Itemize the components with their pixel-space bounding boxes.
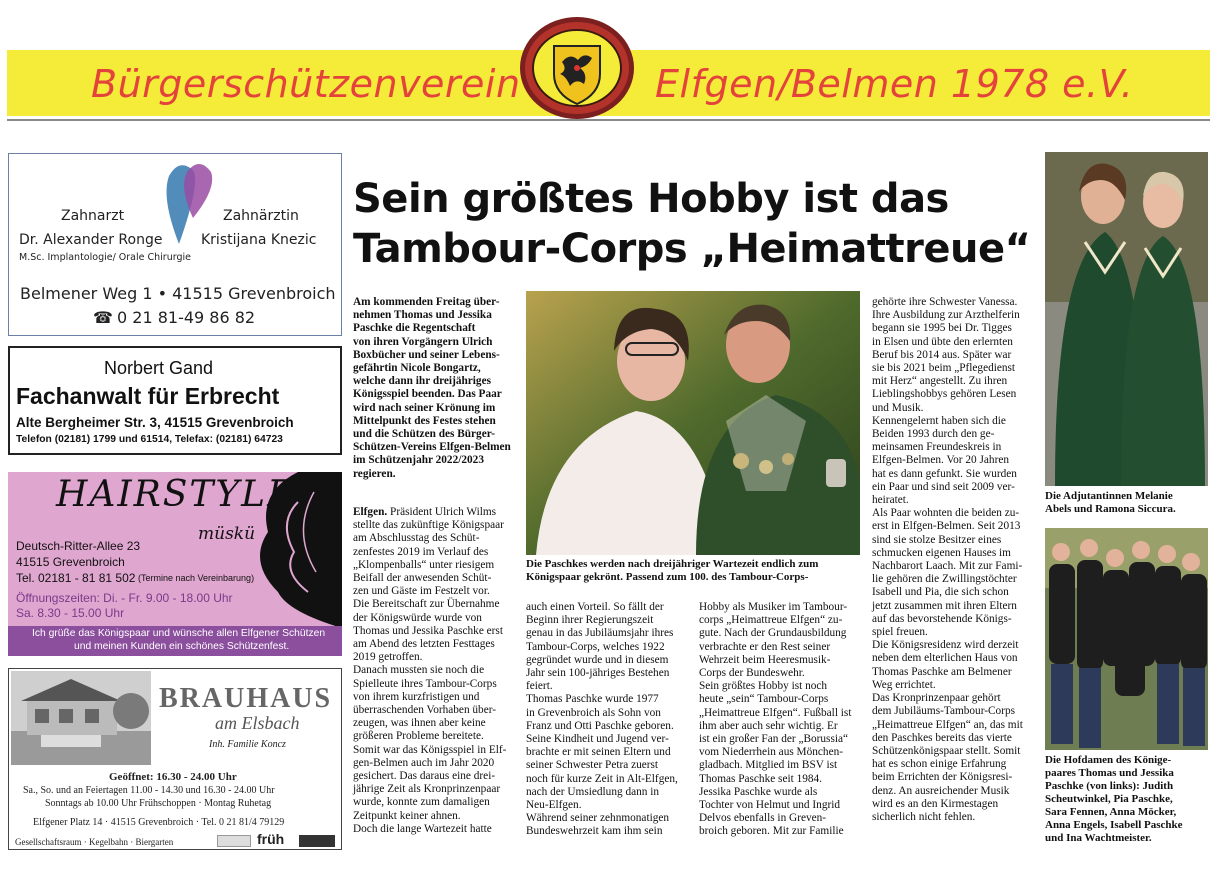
hairstyle-ad xyxy=(8,472,342,656)
text-line: ist ein großer Fan der „Borussia“ xyxy=(699,733,849,746)
text-line: Beiden 1993 durch den ge- xyxy=(872,428,995,441)
text-line: Mittelpunkt des Festes stehen xyxy=(353,414,496,427)
text-line: Bundeswehrzeit kam ihm sein xyxy=(526,825,663,838)
text-line: auf das bevorstehende Königs- xyxy=(872,612,1012,625)
text-line: spiel freuen. xyxy=(872,626,928,639)
text-line: überraschenden Vorhaben über- xyxy=(353,704,497,717)
brauhaus-logo-sub: am Elsbach xyxy=(215,713,300,733)
text-line: Zeitpunkt keiner ahnen. xyxy=(353,809,461,822)
text-line: zeugen, was ihnen aber keine xyxy=(353,717,486,730)
text-line: Boxbücher und seiner Lebens- xyxy=(353,348,500,361)
text-line: „Heimattreue Elfgen“. Fußball ist xyxy=(699,706,852,719)
text-line: Seine Kindheit und Jugend ver- xyxy=(526,733,669,746)
text-line: gen-Belmen auch im Jahr 2020 xyxy=(353,756,495,769)
text-line: wurde, konnte zum damaligen xyxy=(353,796,490,809)
text-line: neben dem elterlichen Haus von xyxy=(872,652,1018,665)
text-line: Kennengelernt haben sich die xyxy=(872,414,1006,427)
text-line: Somit war das Königsspiel in Elf- xyxy=(353,743,507,756)
text-line: noch für kurze Zeit in Alt-Elfgen, xyxy=(526,772,678,785)
brauhaus-ad xyxy=(8,668,342,850)
dentist-ad xyxy=(8,153,342,336)
text-line: heute „sein“ Tambour-Corps xyxy=(699,693,829,706)
text-line: von ihrem kurzfristigen und xyxy=(353,690,480,703)
lawyer-phone: Telefon (02181) 1799 und 61514, Telefax: (02181) 64723 xyxy=(16,434,283,445)
brauhaus-address: Elfgener Platz 14 · 41515 Grevenbroich · Tel. 0 21 81/4 79129 xyxy=(33,817,285,828)
text-line: „Klompenballs“ unter riesigem xyxy=(353,558,495,571)
hairstyle-street: Deutsch-Ritter-Allee 23 xyxy=(16,539,141,553)
text-line: im Schützenjahr 2022/2023 xyxy=(353,454,484,467)
text-line: erst in Elfgen-Belmen. Seit 2013 xyxy=(872,520,1021,533)
masthead-title-left: Bürgerschützenverein xyxy=(91,62,521,106)
text-line: Beruf bis 2014 aus. Später war xyxy=(872,348,1012,361)
text-line: dem Jubiläums-Tambour-Corps xyxy=(872,705,1015,718)
dentist-right-title: Zahnärztin xyxy=(223,208,299,224)
text-line: Am kommenden Freitag über- xyxy=(353,296,500,308)
text-line: genau in das Jubiläumsjahr ihres xyxy=(526,627,674,640)
court-ladies-photo xyxy=(1045,528,1208,750)
text-line: in Grevenbroich als Sohn von xyxy=(526,706,661,719)
text-line: broich geboren. Mit zur Familie xyxy=(699,825,844,838)
text-line: Thomas und Jessika Paschke erst xyxy=(353,624,503,637)
text-line: mit Herz“ angestellt. Zu ihren xyxy=(872,375,1008,388)
text-line: Tambour-Corps, welches 1922 xyxy=(526,640,665,653)
lawyer-name: Norbert Gand xyxy=(104,358,214,378)
hairstyle-greeting-bar xyxy=(8,626,342,656)
text-line: nehmen Thomas und Jessika xyxy=(353,309,492,322)
text-line: gehörte ihre Schwester Vanessa. xyxy=(872,296,1018,308)
text-line: seiner Schwester Petra zuerst xyxy=(526,759,659,772)
text-line: Tochter von Helmut und Ingrid xyxy=(699,799,841,812)
headline-line-2: Tambour-Corps „Heimattreue“ xyxy=(353,226,1031,272)
text-line: Jahr sein 100-jähriges Bestehen xyxy=(526,667,670,680)
text-line: Neu-Elfgen. xyxy=(526,799,582,812)
brauhaus-logo-badge-1 xyxy=(217,835,251,847)
text-line: nach der Umsiedlung dann in xyxy=(526,785,660,798)
text-line: Franz und Otti Paschke geboren. xyxy=(526,719,674,732)
hairstyle-logo-sub: müskü xyxy=(198,524,256,544)
lawyer-address: Alte Bergheimer Str. 3, 41515 Grevenbroich xyxy=(16,415,294,430)
text-line: in Elsen und übte den erlernten xyxy=(872,335,1013,348)
text-line: 2019 getroffen. xyxy=(353,651,423,664)
headline-line-1: Sein größtes Hobby ist das xyxy=(353,176,949,222)
text-line: gesichert. Das daraus eine drei- xyxy=(353,770,496,783)
lawyer-title: Fachanwalt für Erbrecht xyxy=(16,383,280,409)
hairstyle-greeting-2: und meinen Kunden ein schönes Schützenfest. xyxy=(74,641,290,652)
text-line: von ihren Vorgängern Ulrich xyxy=(353,335,493,348)
hairstyle-logo: HAIRSTYLE xyxy=(56,474,296,515)
text-line: gladbach. Mitglied im BSV ist xyxy=(699,759,838,772)
text-line: feiert. xyxy=(526,680,553,693)
article-column-3 xyxy=(699,601,851,839)
adjutants-caption: Die Adjutantinnen Melanie Abels und Ramona Siccura. xyxy=(1045,490,1176,515)
text-line: Elfgen-Belmen. Vor 20 Jahren xyxy=(872,454,1009,467)
frueh-logo: früh xyxy=(257,831,285,847)
text-line: Paschke die Regentschaft xyxy=(353,322,476,335)
text-line: vom Niederrhein aus Mönchen- xyxy=(699,746,843,759)
text-line: ein Paar und sind seit 2009 ver- xyxy=(872,480,1015,493)
text-line: Sein größtes Hobby ist noch xyxy=(699,680,828,693)
text-line: sind sie stolze Besitzer eines xyxy=(872,533,1002,546)
dateline: Elfgen. xyxy=(353,506,388,518)
text-line: Delvos ebenfalls in Greven- xyxy=(699,812,827,825)
text-line: Weg errichtet. xyxy=(872,678,936,691)
brauhaus-hours-1: Sa., So. und an Feiertagen 11.00 - 14.30 und 16.30 - 24.00 Uhr xyxy=(23,785,275,796)
text-line: Thomas Paschke wurde 1977 xyxy=(526,693,659,706)
text-line: und die Schützen des Bürger- xyxy=(353,428,496,441)
text-line: Wehrzeit beim Heeresmusik- xyxy=(699,653,831,666)
text-line: Die Bereitschaft zur Übernahme xyxy=(353,598,500,611)
text-line: Doch die lange Wartezeit hatte xyxy=(353,822,492,835)
text-line: jetzt zusammen mit ihren Eltern xyxy=(872,599,1017,612)
brauhaus-open: Geöffnet: 16.30 - 24.00 Uhr xyxy=(109,771,237,783)
article-column-2 xyxy=(526,601,678,839)
text-line: größeren Probleme bereitete. xyxy=(353,730,484,743)
text-line: ihm aber auch sehr wichtig. Er xyxy=(699,719,838,732)
text-line: Das Kronprinzenpaar gehört xyxy=(872,692,1001,705)
hairstyle-greeting-1: Ich grüße das Königspaar und wünsche allen Elfgener Schützen xyxy=(32,628,326,639)
text-line: corps „Heimattreue Elfgen“ zu- xyxy=(699,614,843,627)
brauhaus-features: Gesellschaftsraum · Kegelbahn · Biergarten xyxy=(15,837,174,847)
text-line: Elfgen. Präsident Ulrich Wilms xyxy=(353,506,497,518)
masthead-title-right: Elfgen/Belmen 1978 e.V. xyxy=(655,62,1134,106)
text-line: Isabell und Pia, die sich schon xyxy=(872,586,1009,599)
text-line: denz. An ausreichender Musik xyxy=(872,784,1010,797)
text-line: brachte er mit seinen Eltern und xyxy=(526,746,671,759)
text-line: schmucken eigenen Hauses im xyxy=(872,546,1011,559)
brauhaus-owner: Inh. Familie Koncz xyxy=(209,739,286,750)
text-line: welche dann ihr dreijähriges xyxy=(353,375,491,388)
text-line: Hobby als Musiker im Tambour- xyxy=(699,601,848,613)
text-line: zen und Gäste im Festzelt vor. xyxy=(353,585,490,598)
brauhaus-logo-badge-2 xyxy=(299,835,335,847)
text-line: verbrachte er den Rest seiner xyxy=(699,640,831,653)
dentist-left-sub: M.Sc. Implantologie/ Orale Chirurgie xyxy=(19,252,191,263)
text-line: Königsspiel beenden. Das Paar xyxy=(353,388,502,401)
text-line: Ihre Ausbildung zur Arzthelferin xyxy=(872,309,1020,322)
text-line: sie bis 2021 beim „Pflegedienst xyxy=(872,362,1016,375)
text-line: den Paschkes bereits das vierte xyxy=(872,731,1012,744)
text-line: gefährtin Nicole Bongartz, xyxy=(353,362,481,375)
hairstyle-hours-2: Sa. 8.30 - 15.00 Uhr xyxy=(16,606,125,620)
lawyer-ad xyxy=(8,346,342,455)
hairstyle-phone: Tel. 02181 - 81 81 502 xyxy=(16,571,136,585)
adjutants-photo xyxy=(1045,152,1208,486)
text-line: auch einen Vorteil. So fällt der xyxy=(526,601,664,613)
text-line: Thomas Paschke am Belmener xyxy=(872,665,1012,678)
text-line: regieren. xyxy=(353,467,396,480)
text-line: Spielleute ihres Tambour-Corps xyxy=(353,677,497,690)
text-line: Jessika Paschke wurde als xyxy=(699,785,818,798)
royal-couple-photo xyxy=(526,291,860,555)
text-line: meinsamen Freundeskreis in xyxy=(872,441,1002,454)
text-line: Während seiner zehnmonatigen xyxy=(526,812,670,825)
dentist-left-name: Dr. Alexander Ronge xyxy=(19,232,163,248)
text-line: „Heimattreue Elfgen“ an, das mit xyxy=(872,718,1023,731)
brauhaus-photo xyxy=(11,671,151,765)
hairstyle-phone-note: (Termine nach Vereinbarung) xyxy=(138,573,255,583)
dentist-address: Belmener Weg 1 • 41515 Grevenbroich xyxy=(20,284,336,303)
text-line: Schützenkönigspaar stellt. Somit xyxy=(872,744,1021,757)
article-column-1 xyxy=(353,506,506,836)
club-crest-icon xyxy=(518,16,636,120)
text-line: am Abend des letzten Festtages xyxy=(353,638,495,651)
text-line: wird nach seiner Krönung im xyxy=(353,401,496,414)
text-line: begann sie 1995 bei Dr. Tigges xyxy=(872,322,1012,335)
dentist-right-name: Kristijana Knezic xyxy=(201,232,317,248)
text-line: am Abschlusstag des Schüt- xyxy=(353,532,480,545)
text-line: Thomas Paschke seit 1984. xyxy=(699,772,822,785)
article-lead xyxy=(353,296,511,481)
text-line: gute. Nach der Grundausbildung xyxy=(699,627,847,640)
text-line: hat es dann gefunkt. Sie wurden xyxy=(872,467,1017,480)
brauhaus-hours-2: Sonntags ab 10.00 Uhr Frühschoppen · Montag Ruhetag xyxy=(45,798,272,809)
article-headline xyxy=(353,174,1033,274)
main-photo-caption: Die Paschkes werden nach dreijähriger Wartezeit endlich zum Königspaar gekrönt. Passend zum 100. des Tambour-Corps- xyxy=(526,558,819,583)
telephone-icon: ☎ xyxy=(93,308,113,327)
text-line: Danach mussten sie noch die xyxy=(353,664,485,677)
text-line: gegründet wurde und in diesem xyxy=(526,653,669,666)
text-line: Als Paar wohnten die beiden zu- xyxy=(872,507,1020,520)
text-line: lie gehören die Zwillingstöchter xyxy=(872,573,1017,586)
text-line: Lieblingshobbys gehören Lesen xyxy=(872,388,1017,401)
text-line: Schützen-Vereins Elfgen-Belmen xyxy=(353,441,511,454)
text-line: Nachbarort Laach. Mit zur Fami- xyxy=(872,560,1023,573)
text-line: hat es schon einige Erfahrung xyxy=(872,758,1007,771)
text-line: jährige Zeit als Kronprinzenpaar xyxy=(353,783,501,796)
brauhaus-logo: BRAUHAUS xyxy=(159,683,333,714)
text-line: heiratet. xyxy=(872,494,909,507)
dentist-left-title: Zahnarzt xyxy=(61,208,125,224)
text-line: Die Königsresidenz wird derzeit xyxy=(872,639,1019,652)
hairstyle-city: 41515 Grevenbroich xyxy=(16,555,125,569)
text-line: der Königswürde wurde von xyxy=(353,611,482,624)
text-line: zenfestes 2019 im Verlauf des xyxy=(353,545,489,558)
article-column-4 xyxy=(872,296,1023,824)
text-line: Beginn ihrer Regierungszeit xyxy=(526,614,654,627)
text-line: stellte das zukünftige Königspaar xyxy=(353,519,504,532)
court-ladies-caption: Die Hofdamen des Könige- paares Thomas und Jessika Paschke (von links): Judith Scheutwinkel, Pia Paschke, Sara Fennen, Anna Möcker, Anna Engels, Isabell Paschke und Ina Wachtmeister. xyxy=(1045,754,1183,844)
text-line: wird es an den Kirmestagen xyxy=(872,797,999,810)
text-line: und Musik. xyxy=(872,401,924,414)
text-line: sicherlich nicht fehlen. xyxy=(872,810,976,823)
text-line: Beifall der anwesenden Schüt- xyxy=(353,572,492,585)
dentist-phone: 0 21 81-49 86 82 xyxy=(117,308,256,327)
text-line: beim Errichten der Königsresi- xyxy=(872,771,1013,784)
text-line: Corps der Bundeswehr. xyxy=(699,667,805,680)
hairstyle-hours-1: Öffnungszeiten: Di. - Fr. 9.00 - 18.00 Uhr xyxy=(16,591,233,605)
